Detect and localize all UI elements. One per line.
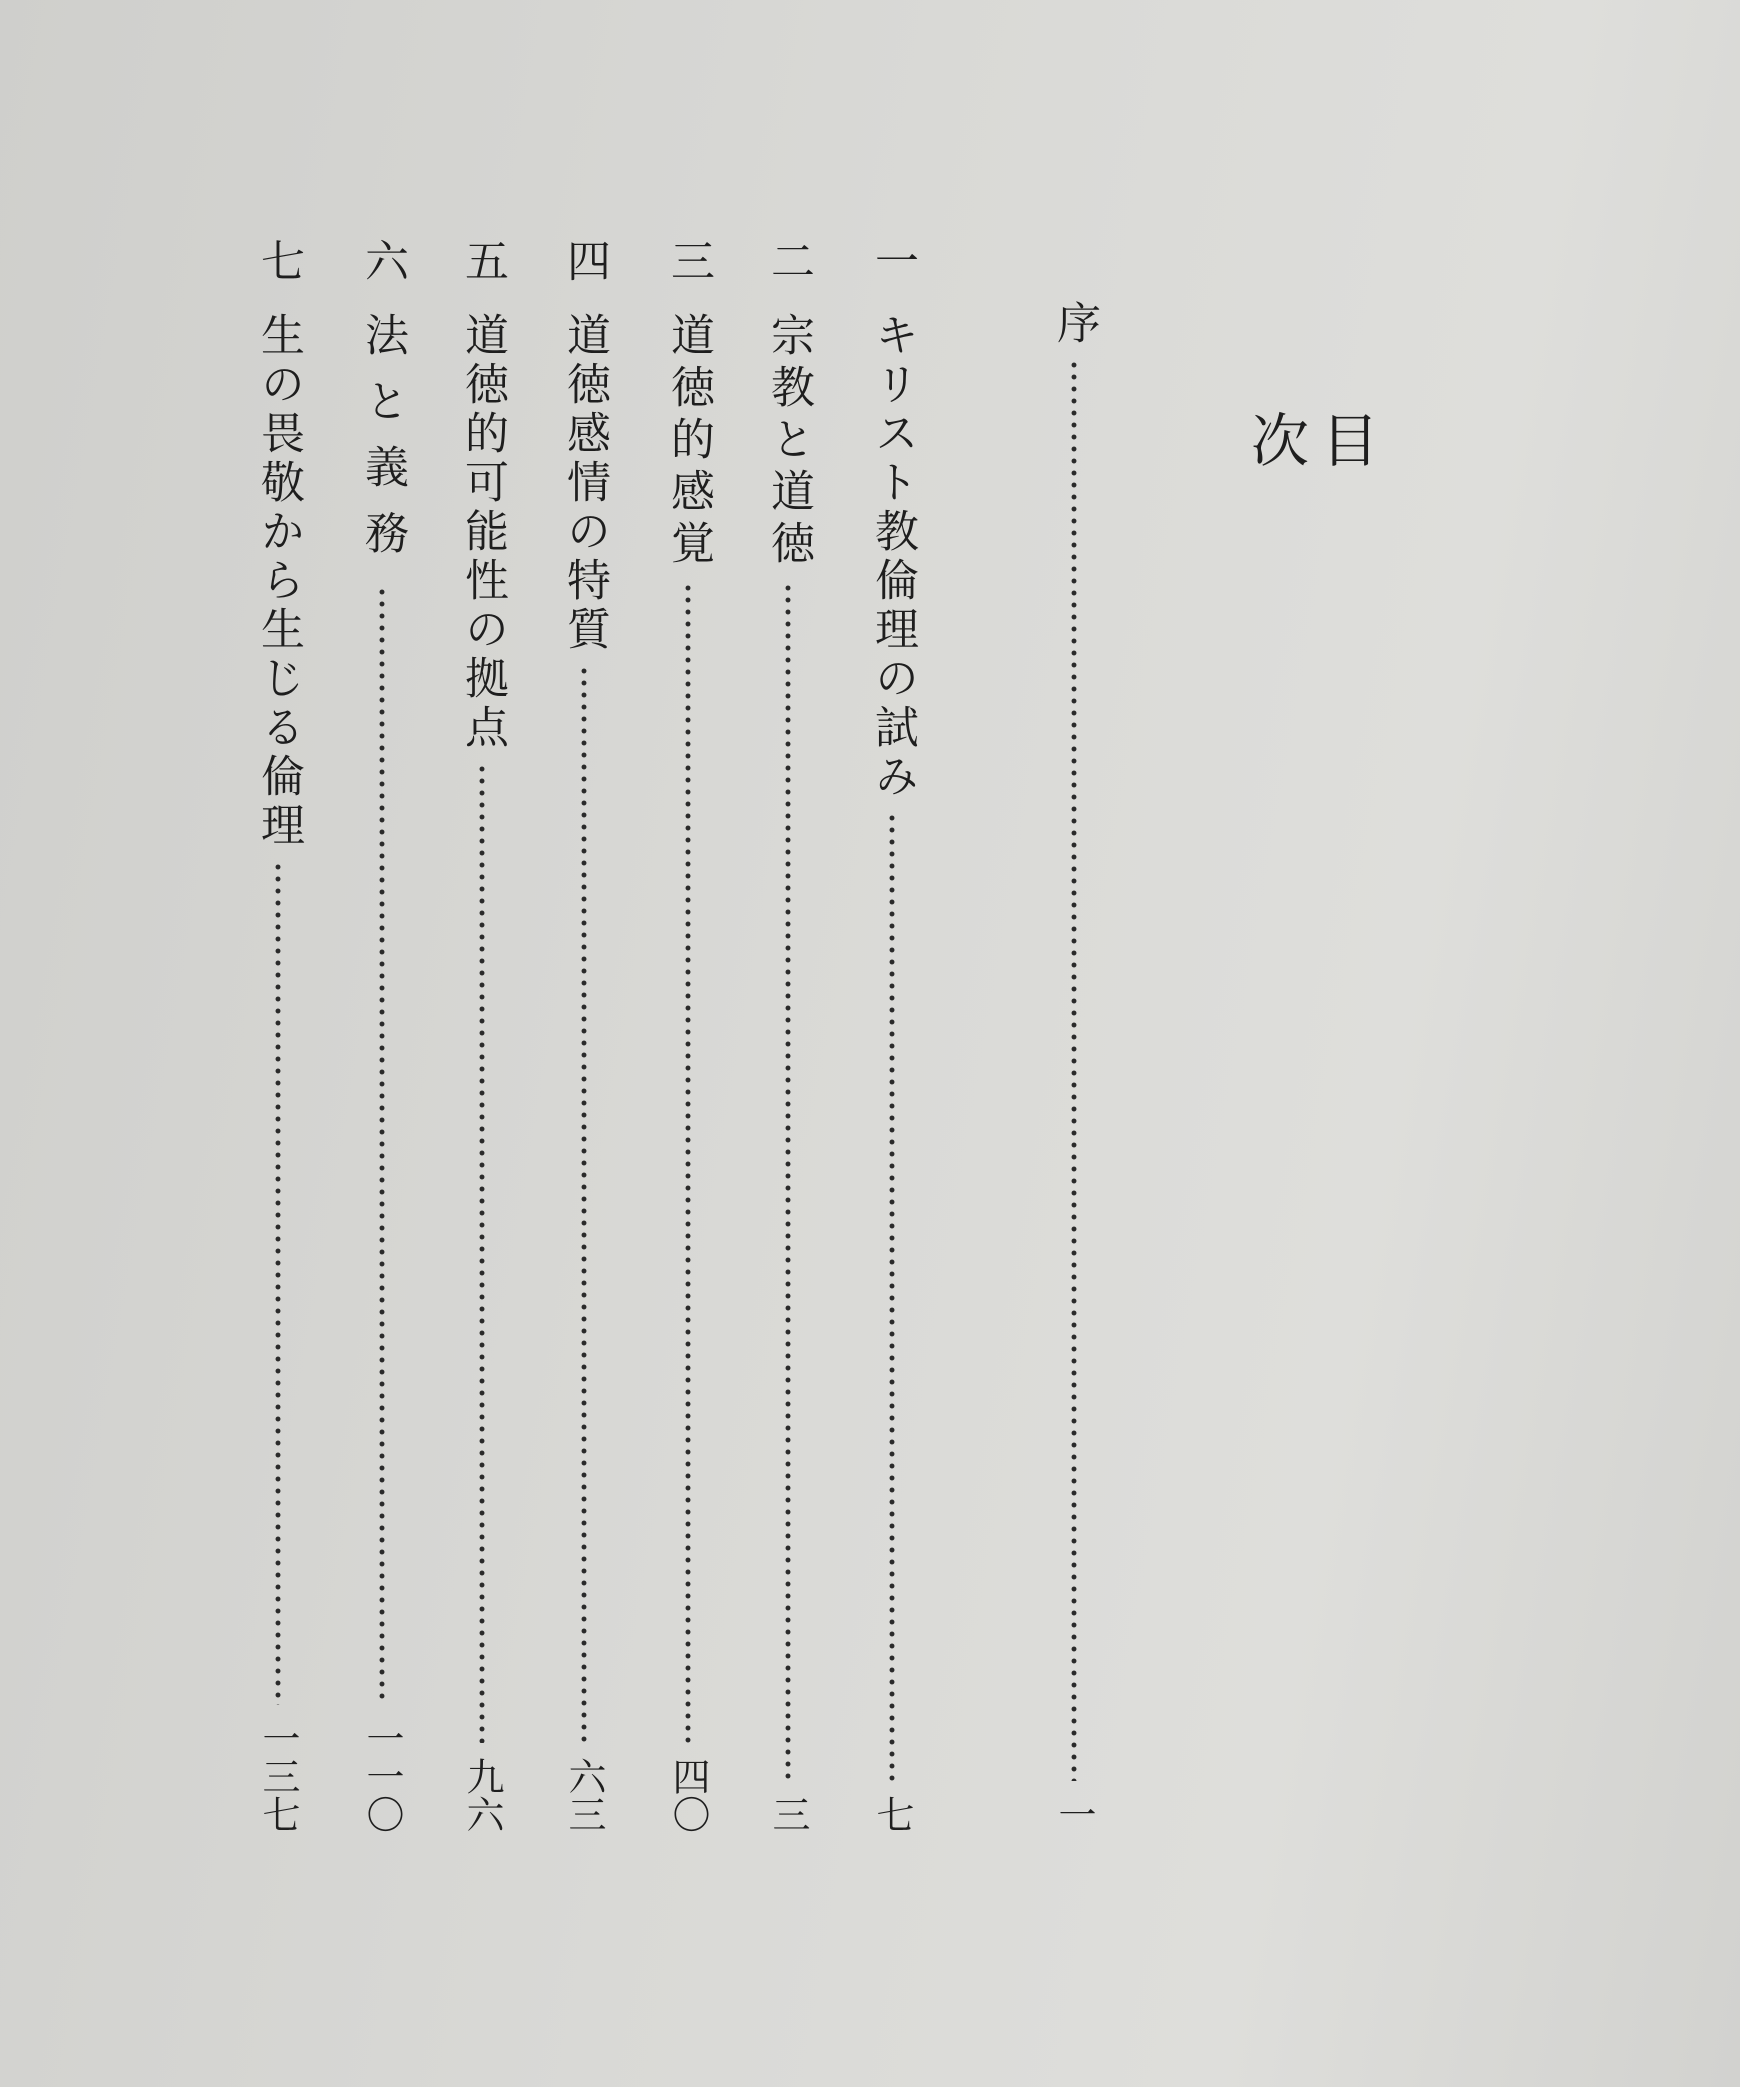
toc-entry-1 [864, 238, 920, 1833]
dot-leader [479, 763, 485, 1743]
toc-entry-3 [660, 238, 716, 1833]
chapter-number: 二 [763, 238, 814, 282]
entry-title: 生の畏敬から生じる倫理 [253, 312, 304, 851]
page-number: 四〇 [666, 1757, 710, 1833]
page-title: 目次 [1241, 410, 1379, 618]
entry-title: 宗教と道徳 [763, 312, 814, 572]
toc-entry-5 [454, 238, 510, 1833]
dot-leader [1071, 359, 1077, 1781]
dot-leader [379, 586, 385, 1705]
page-number: 三 [766, 1795, 810, 1833]
entry-title: キリスト教倫理の試み [867, 312, 918, 802]
toc-entry-2 [760, 238, 816, 1833]
page-number: 一三七 [256, 1719, 300, 1833]
entry-title: 道徳的感覚 [663, 312, 714, 572]
dot-leader [685, 582, 691, 1743]
page-number: 一一〇 [360, 1719, 404, 1833]
entry-title: 道徳感情の特質 [559, 312, 610, 655]
chapter-number: 三 [663, 238, 714, 282]
toc-entry-4 [556, 238, 612, 1833]
entry-title: 序 [1049, 300, 1100, 349]
page-number: 一 [1052, 1795, 1096, 1833]
toc-entry-7 [250, 238, 306, 1833]
chapter-number: 六 [357, 238, 408, 282]
toc-entry-6 [354, 238, 410, 1833]
chapter-number: 一 [867, 238, 918, 282]
dot-leader [275, 861, 281, 1705]
dot-leader [889, 812, 895, 1781]
page-number: 九六 [460, 1757, 504, 1833]
chapter-number: 五 [457, 238, 508, 282]
page-number: 七 [870, 1795, 914, 1833]
dot-leader [581, 665, 587, 1743]
entry-title: 道徳的可能性の拠点 [457, 312, 508, 753]
toc-entry-preface [1046, 300, 1102, 1833]
entry-title: 法と義務 [357, 312, 408, 576]
page-number: 六三 [562, 1757, 606, 1833]
dot-leader [785, 582, 791, 1781]
chapter-number: 四 [559, 238, 610, 282]
chapter-number: 七 [253, 238, 304, 282]
